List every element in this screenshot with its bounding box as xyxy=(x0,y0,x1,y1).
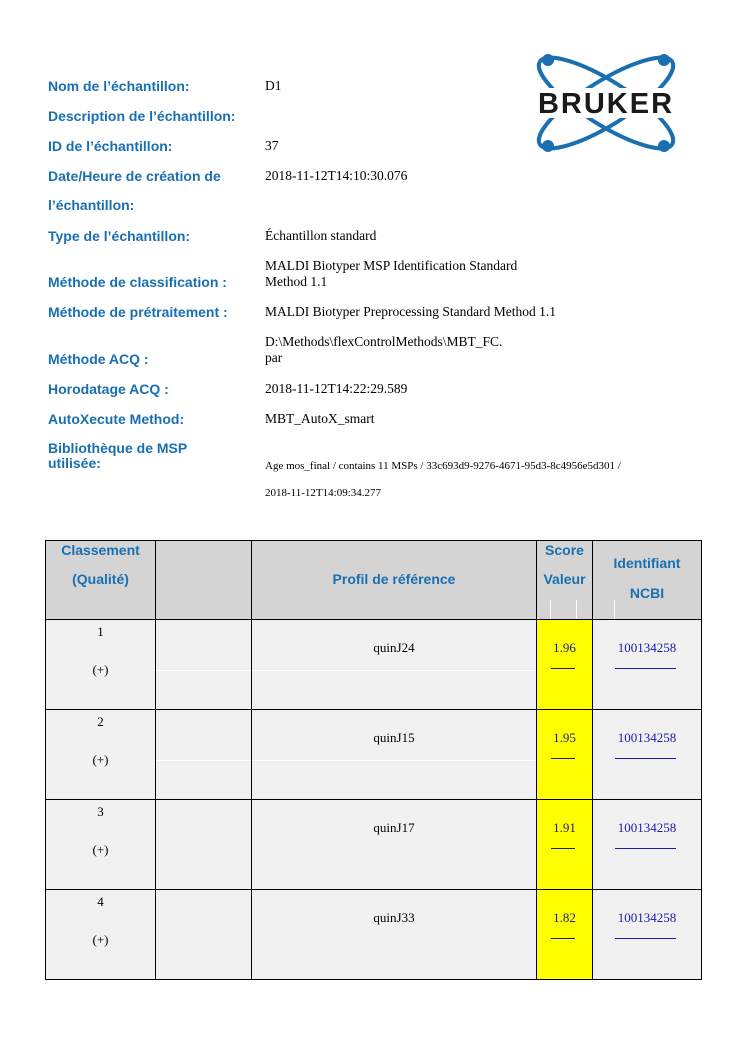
ncbi-cell[interactable] xyxy=(593,800,702,890)
bruker-logo xyxy=(508,48,704,158)
ncbi-link[interactable]: 100134258 xyxy=(617,640,677,655)
empty-cell xyxy=(156,710,252,800)
rank-quality: (+) xyxy=(92,662,109,677)
sample-created-label-line1: Date/Heure de création de xyxy=(48,168,221,184)
acq-method-label: Méthode ACQ : xyxy=(48,351,149,367)
msp-library-label-line1: Bibliothèque de MSP xyxy=(48,440,188,456)
score-value: 1.82 xyxy=(553,910,576,925)
header-ncbi-line1: Identifiant xyxy=(613,555,681,571)
ncbi-cell[interactable] xyxy=(593,710,702,800)
classification-method-label: Méthode de classification : xyxy=(48,274,227,290)
rank-number: 4 xyxy=(97,894,104,909)
sample-created-value: 2018-11-12T14:10:30.076 xyxy=(265,168,408,183)
ncbi-link[interactable]: 100134258 xyxy=(617,820,677,835)
bruker-logo-text: BRUKER xyxy=(537,88,675,120)
rank-cell xyxy=(46,800,156,890)
rank-cell xyxy=(46,890,156,980)
reference-cell xyxy=(252,800,537,890)
reference-cell xyxy=(252,620,537,710)
table-row xyxy=(46,800,702,890)
reference-name: quinJ15 xyxy=(373,730,415,745)
ncbi-cell[interactable] xyxy=(593,890,702,980)
acq-method-value-line1: D:\Methods\flexControlMethods\MBT_FC. xyxy=(265,334,503,349)
rank-number: 3 xyxy=(97,804,104,819)
classification-method-value-line2: Method 1.1 xyxy=(265,274,328,289)
table-row xyxy=(46,710,702,800)
empty-cell xyxy=(156,890,252,980)
header-rank-line2: (Qualité) xyxy=(72,571,129,587)
reference-cell xyxy=(252,890,537,980)
table-row xyxy=(46,890,702,980)
sample-description-label: Description de l’échantillon: xyxy=(48,108,236,124)
acq-timestamp-value: 2018-11-12T14:22:29.589 xyxy=(265,381,408,396)
ncbi-cell[interactable] xyxy=(593,620,702,710)
empty-cell xyxy=(156,800,252,890)
msp-library-value-line1: Age mos_final / contains 11 MSPs / 33c693d9-9276-4671-95d3-8c4956e5d301 / xyxy=(265,460,621,472)
sample-created-label-line2: l’échantillon: xyxy=(48,197,135,213)
sample-type-value: Échantillon standard xyxy=(265,228,377,243)
header-ncbi-line2: NCBI xyxy=(629,585,665,601)
rank-number: 2 xyxy=(97,714,104,729)
sample-type-label: Type de l’échantillon: xyxy=(48,228,191,244)
rank-cell xyxy=(46,620,156,710)
rank-cell xyxy=(46,710,156,800)
score-cell xyxy=(537,800,593,890)
header-ncbi xyxy=(593,541,702,620)
autoxecute-method-value: MBT_AutoX_smart xyxy=(265,411,375,426)
reference-name: quinJ24 xyxy=(373,640,415,655)
reference-name: quinJ33 xyxy=(373,910,415,925)
sample-name-value: D1 xyxy=(265,78,282,93)
rank-quality: (+) xyxy=(92,842,109,857)
score-cell xyxy=(537,890,593,980)
header-score-line2: Valeur xyxy=(543,571,586,587)
header-score xyxy=(537,541,593,620)
header-reference xyxy=(252,541,537,620)
score-cell xyxy=(537,620,593,710)
reference-name: quinJ17 xyxy=(373,820,415,835)
preprocessing-method-label: Méthode de prétraitement : xyxy=(48,304,228,320)
preprocessing-method-value: MALDI Biotyper Preprocessing Standard Method 1.1 xyxy=(265,304,556,319)
classification-method-value-line1: MALDI Biotyper MSP Identification Standard xyxy=(265,258,518,273)
sample-name-label: Nom de l’échantillon: xyxy=(48,78,190,94)
acq-method-value-line2: par xyxy=(265,350,283,365)
table-row xyxy=(46,620,702,710)
score-cell xyxy=(537,710,593,800)
header-rank xyxy=(46,541,156,620)
sample-id-label: ID de l’échantillon: xyxy=(48,138,173,154)
rank-quality: (+) xyxy=(92,932,109,947)
table-header-row xyxy=(46,541,702,620)
header-empty xyxy=(156,541,252,620)
rank-quality: (+) xyxy=(92,752,109,767)
score-value: 1.96 xyxy=(553,640,576,655)
msp-library-value-line2: 2018-11-12T14:09:34.277 xyxy=(265,487,381,499)
ncbi-link[interactable]: 100134258 xyxy=(617,910,677,925)
header-reference-label: Profil de référence xyxy=(332,571,456,587)
acq-timestamp-label: Horodatage ACQ : xyxy=(48,381,169,397)
sample-id-value: 37 xyxy=(265,138,279,153)
msp-library-label-line2: utilisée: xyxy=(48,455,101,471)
score-value: 1.95 xyxy=(553,730,576,745)
header-rank-line1: Classement xyxy=(61,542,140,558)
empty-cell xyxy=(156,620,252,710)
autoxecute-method-label: AutoXecute Method: xyxy=(48,411,185,427)
score-value: 1.91 xyxy=(553,820,576,835)
identification-results-table xyxy=(45,540,702,980)
ncbi-link[interactable]: 100134258 xyxy=(617,730,677,745)
reference-cell xyxy=(252,710,537,800)
rank-number: 1 xyxy=(97,624,104,639)
header-score-line1: Score xyxy=(545,542,584,558)
